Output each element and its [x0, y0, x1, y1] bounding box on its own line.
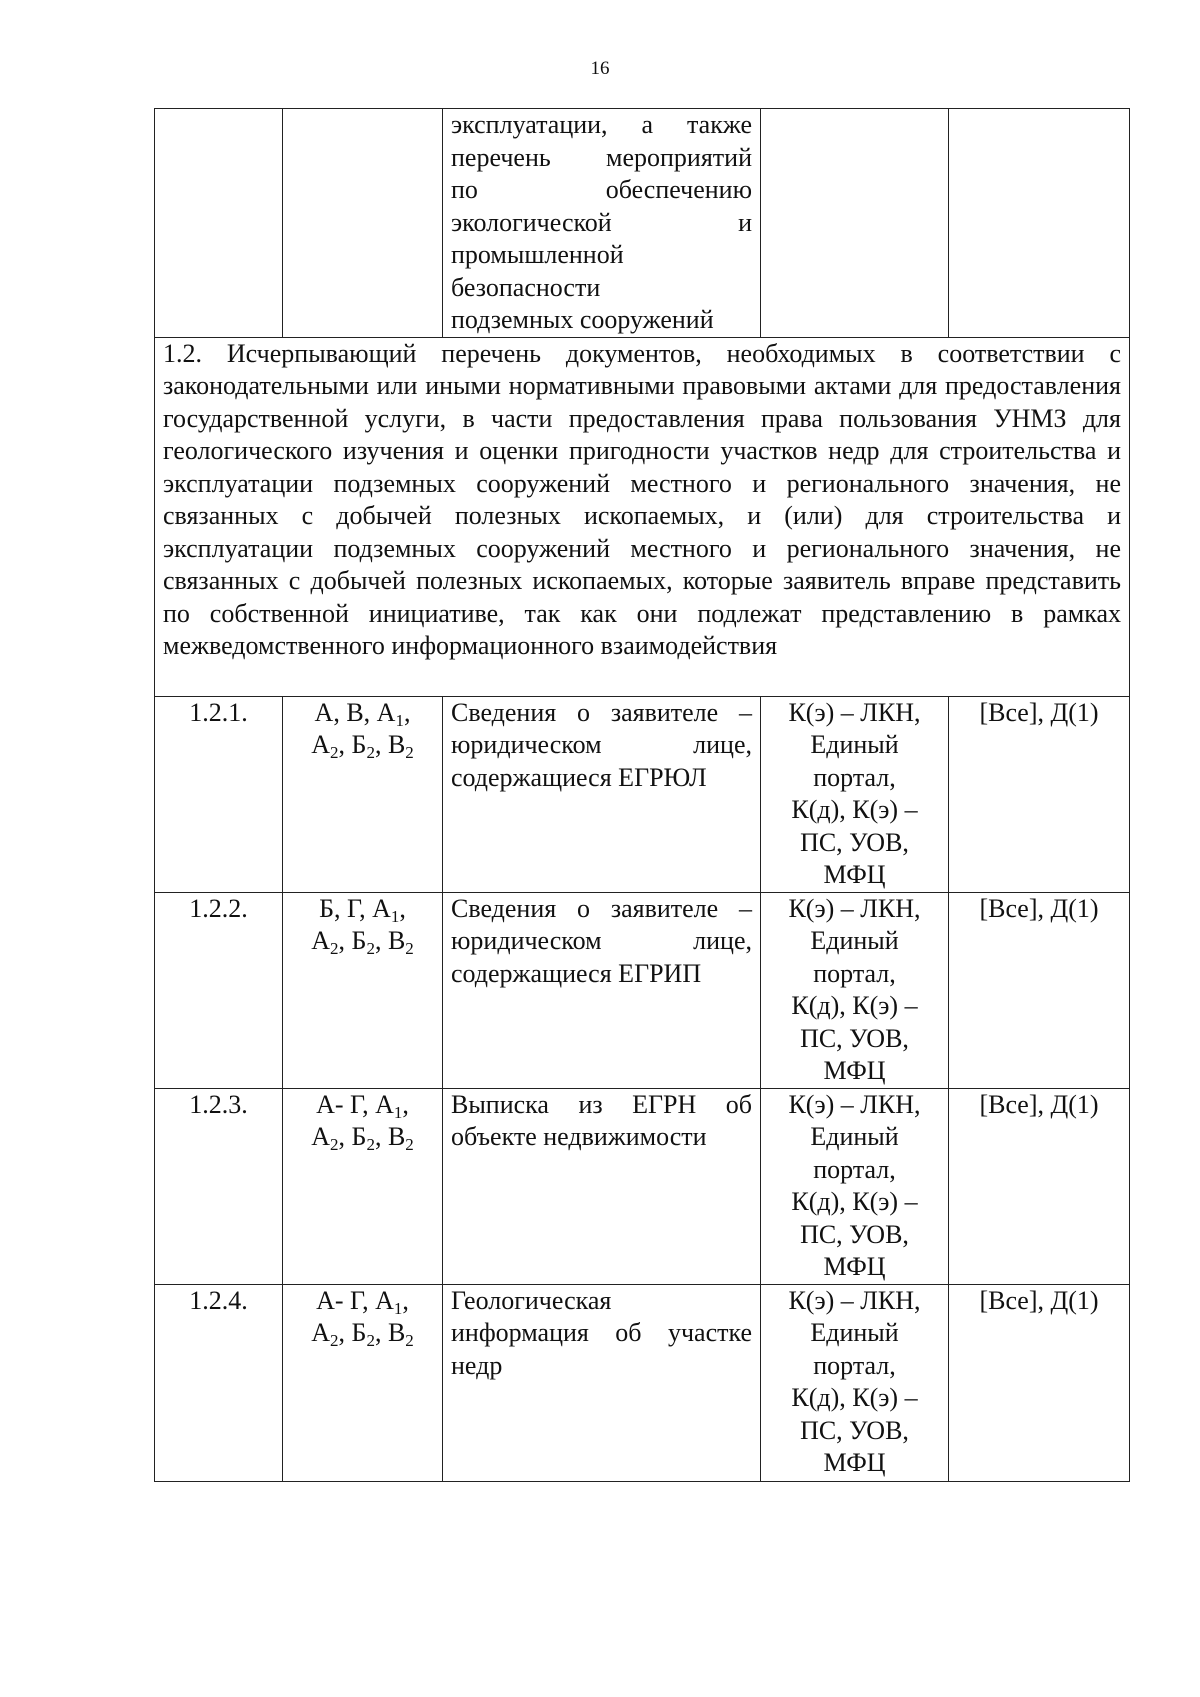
text-line: перечень мероприятий — [451, 142, 752, 172]
table-row — [155, 892, 1130, 1088]
cell-document-name-continued — [443, 109, 761, 338]
cell-document-name: Геологическая информация об участке недр — [443, 1284, 761, 1481]
cell-format: [Все], Д(1) — [949, 1088, 1130, 1284]
text-line: экологической и — [451, 207, 752, 237]
cell-submission-channel: К(э) – ЛКН, Единый портал, К(д), К(э) – ПС, УОВ, МФЦ — [761, 1088, 949, 1284]
cell-number: 1.2.1. — [155, 696, 283, 892]
cell-number: 1.2.3. — [155, 1088, 283, 1284]
cell-number: 1.2.2. — [155, 892, 283, 1088]
cell-format: [Все], Д(1) — [949, 696, 1130, 892]
cell-format: [Все], Д(1) — [949, 892, 1130, 1088]
cell-submission-channel: К(э) – ЛКН, Единый портал, К(д), К(э) – ПС, УОВ, МФЦ — [761, 892, 949, 1088]
documents-table — [154, 108, 1130, 1482]
cell-document-name: Сведения о заявителе – юридическом лице, содержащиеся ЕГРИП — [443, 892, 761, 1088]
cell-submission-channel: К(э) – ЛКН, Единый портал, К(д), К(э) – ПС, УОВ, МФЦ — [761, 1284, 949, 1481]
text-line: по обеспечению — [451, 175, 752, 204]
cell-submission-channel: К(э) – ЛКН, Единый портал, К(д), К(э) – ПС, УОВ, МФЦ — [761, 696, 949, 892]
table-row — [155, 1284, 1130, 1481]
cell-document-name: Сведения о заявителе – юридическом лице, содержащиеся ЕГРЮЛ — [443, 696, 761, 892]
page-number: 16 — [590, 58, 610, 79]
cell-number: 1.2.4. — [155, 1284, 283, 1481]
cell-applicant-groups: А- Г, $А_1$, $А_2$, $Б_2$, $В_2$ — [283, 1088, 443, 1284]
cell-empty — [155, 109, 283, 338]
cell-applicant-groups: А, В, $А_1$, $А_2$, $Б_2$, $В_2$ — [283, 696, 443, 892]
cell-applicant-groups: Б, Г, $А_1$, $А_2$, $Б_2$, $В_2$ — [283, 892, 443, 1088]
cell-document-name: Выписка из ЕГРН об объекте недвижимости — [443, 1088, 761, 1284]
text-line: безопасности — [451, 272, 601, 302]
cell-format: [Все], Д(1) — [949, 1284, 1130, 1481]
cell-applicant-groups: А- Г, $А_1$, $А_2$, $Б_2$, $В_2$ — [283, 1284, 443, 1481]
text-line: промышленной — [451, 240, 624, 269]
text-line: подземных сооружений — [451, 305, 714, 334]
table-row — [155, 1088, 1130, 1284]
table-row — [155, 696, 1130, 892]
table-row-continuation — [155, 109, 1130, 338]
section-heading-row — [155, 337, 1130, 696]
text-line: эксплуатации, а также — [451, 110, 752, 139]
cell-empty — [761, 109, 949, 338]
cell-empty — [949, 109, 1130, 338]
section-heading-text: 1.2. Исчерпывающий перечень документов, необходимых в соответствии с законодательными или иными нормативными правовыми актами для предоставления государственной услуги, в части предоставления права пользования УНМЗ для геологического изучения и оценки пригодности участков недр для строительства и эксплуатации подземных сооружений местного и регионального значения, не связанных с добычей полезных ископаемых, и (или) для строительства и эксплуатации подземных сооружений местного и регионального значения, не связанных с добычей полезных ископаемых, которые заявитель вправе представить по собственной инициативе, так как они подлежат представлению в рамках межведомственного информационного взаимодействия — [155, 337, 1130, 696]
cell-empty — [283, 109, 443, 338]
